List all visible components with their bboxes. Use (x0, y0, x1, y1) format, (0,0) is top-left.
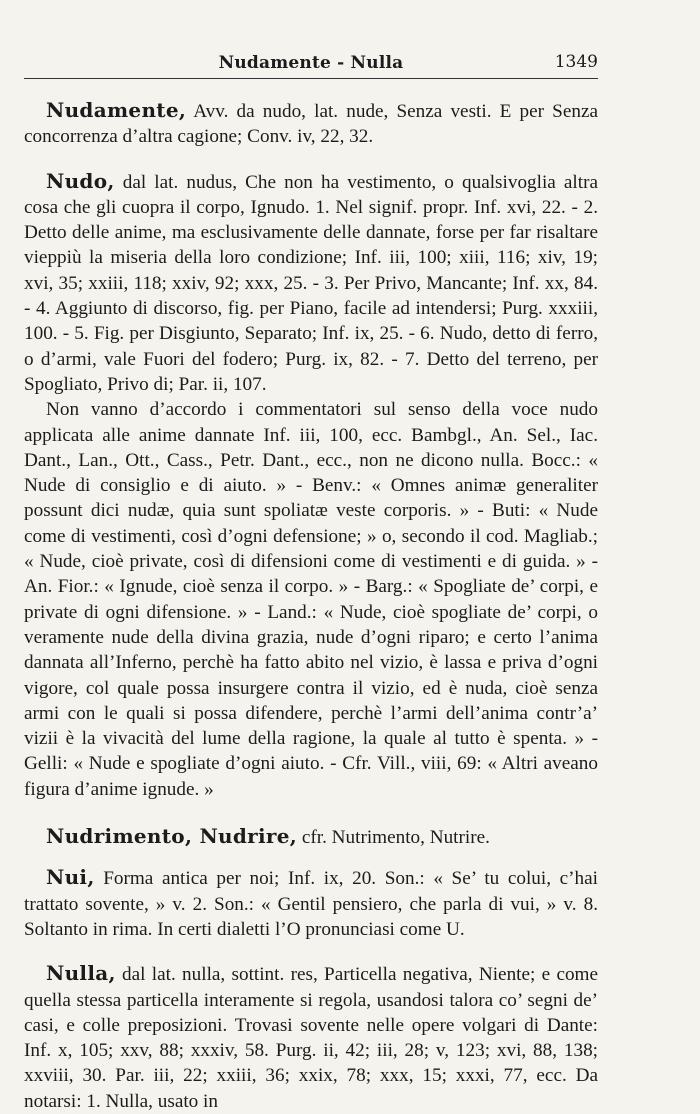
running-header (24, 52, 598, 79)
page-body (24, 98, 598, 1114)
entry-nudamente-text: Avv. da nudo, lat. nude, Senza vesti. E per Senza concorrenza d’altra cagione; Conv. iv, 22, 32. (24, 101, 598, 148)
entry-nui-text: Forma antica per noi; Inf. ix, 20. Son.: « Se’ tu colui, c’hai trattato sovente, » v. 2. Son.: « Gentil pensiero, che parla di vui, » v. 8. Soltanto in rima. In certi dialetti l’O pronunciasi come U. (24, 868, 598, 940)
entry-nudrimento-text: cfr. Nutrimento, Nutrire. (301, 827, 490, 849)
page-number: 1349 (554, 52, 598, 72)
entry-nudo (24, 169, 598, 802)
entry-nudrimento (24, 824, 598, 850)
entry-nui (24, 865, 598, 942)
header-title: Nudamente - Nulla (218, 53, 404, 73)
headword-nui: Nui, (46, 865, 95, 890)
entry-nudamente (24, 98, 598, 150)
entry-nudo-para1: dal lat. nudus, Che non ha vestimento, o qualsivoglia altra cosa che gli cuopra il corpo, Ignudo. 1. Nel signif. propr. Inf. xvi, 22. - 2. Detto delle anime, ma esclusivamente delle dannate, forse per far risaltare vieppiù la miseria della loro condizione; Inf. iii, 100; xiii, 116; xiv, 19; xvi, 35; xxiii, 118; xxiv, 92; xxx, 25. - 3. Per Privo, Mancante; Inf. xx, 84. - 4. Aggiunto di discorso, fig. per Piano, facile ad intendersi; Purg. xxxiii, 100. - 5. Fig. per Disgiunto, Separato; Inf. ix, 25. - 6. Nudo, detto di ferro, o d’armi, vale Fuori del fodero; Purg. ix, 82. - 7. Detto del terreno, per Spogliato, Privo di; Par. ii, 107. (24, 171, 598, 395)
entry-nudo-para2: Non vanno d’accordo i commentatori sul senso della voce nudo applicata alle anime dannate Inf. iii, 100, ecc. Bambgl., An. Sel., Iac. Dant., Lan., Ott., Cass., Petr. Dant., ecc., non ne dicono nulla. Bocc.: « Nude di consiglio e di aiuto. » - Benv.: « Omnes animæ generaliter possunt dici nudæ, quia sunt spoliatæ veste corporis. » - Buti: « Nude come di vestimenti, così d’ogni defensione; » o, secondo il cod. Magliab.; « Nude, cioè private, così di difensioni come di vestimenti e di guida. » - An. Fior.: « Ignude, cioè senza il corpo. » - Barg.: « Spogliate de’ corpi, e private di ogni difensione. » - Land.: « Nude, cioè spogliate de’ corpi, o veramente nude della divina grazia, nude d’ogni riparo; e certo l’anima dannata all’Inferno, perchè ha fatto abito nel vizio, è lassa e priva d’ogni vigore, col quale possa insurgere contra il vizio, ed è nuda, cioè senza armi con le quali si possa difendere, perchè l’armi dell’anima contr’a’ vizii è la vivacità del lume della ragione, la quale al tutto è spenta. » - Gelli: « Nude e spogliate d’ogni aiuto. - Cfr. Vill., viii, 69: « Altri aveano figura d’anime ignude. » (24, 399, 598, 800)
entry-nulla-text: dal lat. nulla, sottint. res, Particella negativa, Niente; e come quella stessa particella interamente si regola, usandosi talora co’ segni de’ casi, e colle preposizioni. Trovasi sovente nelle opere volgari di Dante: Inf. x, 105; xxv, 88; xxxiv, 58. Purg. ii, 42; iii, 28; v, 123; xvi, 88, 138; xxviii, 30. Par. iii, 22; xxiii, 36; xxix, 78; xxx, 15; xxxi, 77, ecc. Da notarsi: 1. Nulla, usato in (24, 964, 598, 1112)
headword-nudamente: Nudamente, (46, 98, 187, 122)
headword-nudo: Nudo, (46, 168, 115, 193)
entry-nulla (24, 961, 598, 1114)
headword-nudrimento: Nudrimento, Nudrire, (46, 824, 298, 849)
headword-nulla: Nulla, (46, 961, 116, 986)
